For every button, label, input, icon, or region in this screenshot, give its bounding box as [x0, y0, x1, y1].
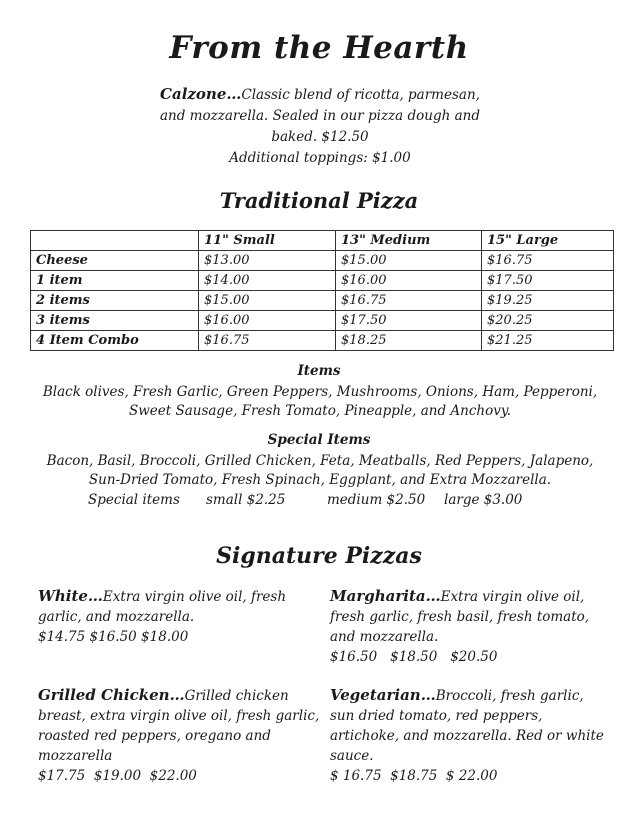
price-medium: $15.00: [336, 251, 482, 271]
items-heading: Items: [297, 363, 341, 379]
row-label: 2 items: [31, 291, 199, 311]
table-row: [31, 251, 614, 271]
pizza-description: Extra virgin olive oil, fresh garlic, and mozzarella.: [38, 589, 287, 625]
row-label: Cheese: [31, 251, 199, 271]
pizza-prices: $16.50 $18.50 $20.50: [330, 649, 498, 665]
calzone-name: Calzone…: [160, 85, 242, 103]
price-medium: $18.25: [336, 331, 482, 351]
pizza-prices: $ 16.75 $18.75 $ 22.00: [330, 768, 498, 784]
header-small: 11" Small: [199, 231, 336, 251]
pizza-grilled-chicken: [38, 685, 323, 786]
price-large: $17.50: [482, 271, 614, 291]
pizza-vegetarian: [330, 685, 605, 786]
pizza-white: [38, 586, 323, 647]
table-row: [31, 331, 614, 351]
special-price-small: small $2.25: [206, 492, 286, 508]
calzone-section: [150, 84, 490, 169]
special-items-label: Special items: [88, 492, 180, 508]
pizza-name: Vegetarian…: [330, 686, 436, 704]
special-items-heading: Special Items: [267, 432, 371, 448]
price-large: $16.75: [482, 251, 614, 271]
row-label: 1 item: [31, 271, 199, 291]
additional-toppings: Additional toppings: $1.00: [229, 150, 411, 166]
traditional-title: Traditional Pizza: [219, 188, 419, 213]
pizza-prices: $14.75 $16.50 $18.00: [38, 629, 189, 645]
row-label: 4 Item Combo: [31, 331, 199, 351]
pizza-price-table: [30, 230, 614, 351]
price-small: $16.00: [199, 311, 336, 331]
price-large: $20.25: [482, 311, 614, 331]
table-row: [31, 291, 614, 311]
special-price-medium: medium $2.50: [327, 492, 426, 508]
header-medium: 13" Medium: [336, 231, 482, 251]
pizza-description: Extra virgin olive oil, fresh garlic, fresh basil, fresh tomato, and mozzarella.: [330, 589, 590, 645]
price-medium: $17.50: [336, 311, 482, 331]
pizza-name: White…: [38, 587, 103, 605]
pizza-name: Margharita…: [330, 587, 441, 605]
header-blank: [31, 231, 199, 251]
price-small: $15.00: [199, 291, 336, 311]
row-label: 3 items: [31, 311, 199, 331]
header-large: 15" Large: [482, 231, 614, 251]
hearth-title: From the Hearth: [169, 30, 469, 66]
price-large: $21.25: [482, 331, 614, 351]
calzone-description: Classic blend of ricotta, parmesan, and mozzarella. Sealed in our pizza dough and baked. $12.50: [160, 87, 480, 145]
price-small: $16.75: [199, 331, 336, 351]
pizza-description: Broccoli, fresh garlic, sun dried tomato, red peppers, artichoke, and mozzarella. Red or white sauce.: [330, 688, 604, 764]
pizza-name: Grilled Chicken…: [38, 686, 185, 704]
table-header-row: [31, 231, 614, 251]
table-row: [31, 311, 614, 331]
pizza-margharita: [330, 586, 605, 667]
pizza-description: Grilled chicken breast, extra virgin olive oil, fresh garlic, roasted red peppers, oregano and mozzarella: [38, 688, 320, 764]
price-small: $14.00: [199, 271, 336, 291]
price-medium: $16.75: [336, 291, 482, 311]
price-small: $13.00: [199, 251, 336, 271]
special-items-list: Bacon, Basil, Broccoli, Grilled Chicken, Feta, Meatballs, Red Peppers, Jalapeno, Sun-Dried Tomato, Fresh Spinach, Eggplant, and Extra Mozzarella.: [46, 453, 594, 488]
special-price-large: large $3.00: [444, 492, 523, 508]
table-row: [31, 271, 614, 291]
pizza-prices: $17.75 $19.00 $22.00: [38, 768, 197, 784]
price-medium: $16.00: [336, 271, 482, 291]
price-large: $19.25: [482, 291, 614, 311]
signature-title: Signature Pizzas: [216, 543, 422, 569]
items-list: Black olives, Fresh Garlic, Green Peppers, Mushrooms, Onions, Ham, Pepperoni, Sweet Sausage, Fresh Tomato, Pineapple, and Anchovy.: [42, 384, 598, 419]
